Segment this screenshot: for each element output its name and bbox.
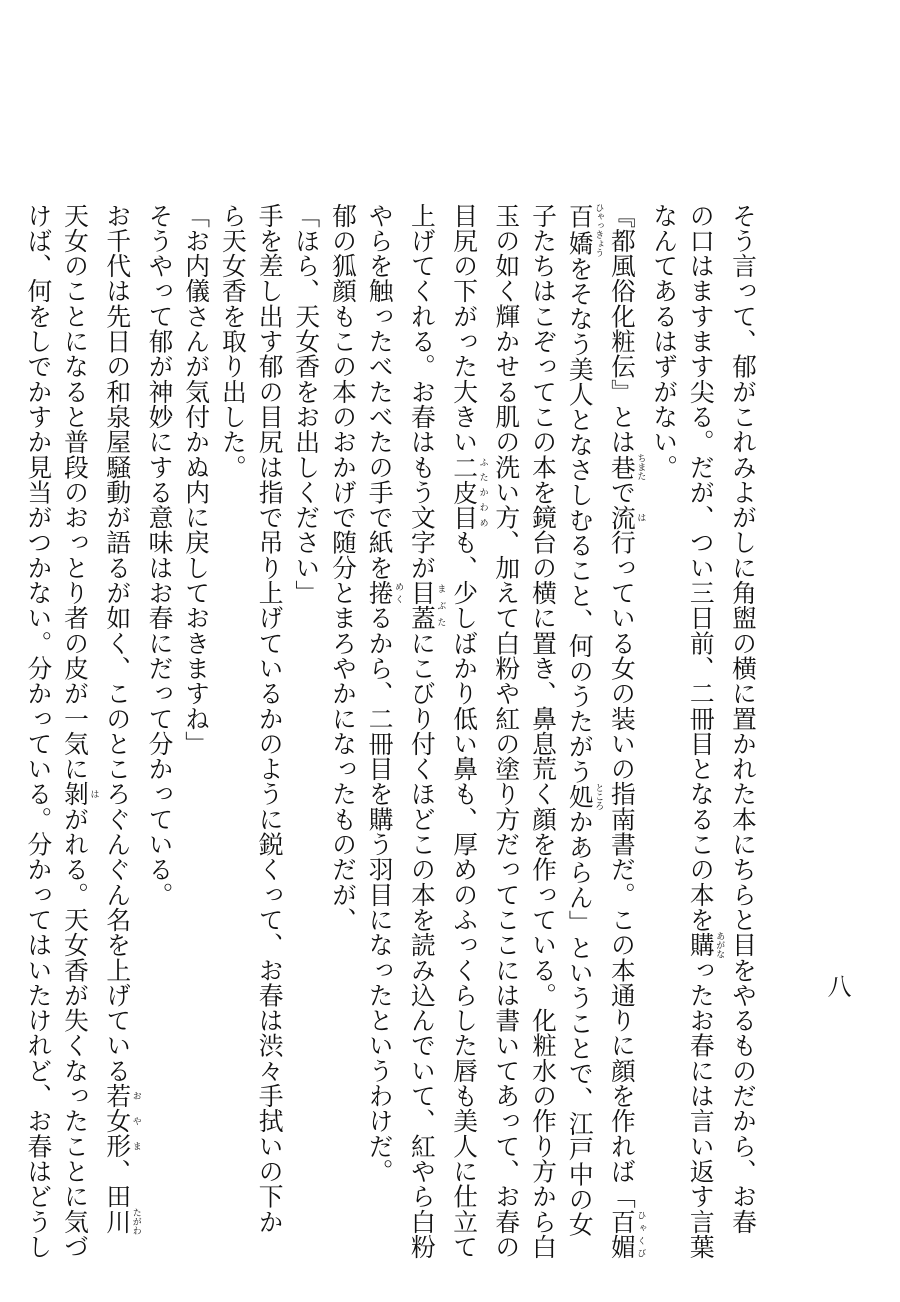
text-segment: で xyxy=(607,479,637,505)
text-line xyxy=(403,203,446,1260)
ruby-base: 若女形 xyxy=(103,1083,133,1159)
text-segment: お千代は先日の和泉屋騒動が語るが如く、このところぐんぐん名を上げている xyxy=(103,203,133,1084)
text-line xyxy=(524,203,561,1260)
text-segment: 「ほら、天女香をお出しください」 xyxy=(292,203,322,606)
page-number: 八 xyxy=(823,974,851,998)
ruby-reading: ひゃっきょう xyxy=(593,203,604,257)
vertical-text-body xyxy=(24,203,761,1260)
text-segment: ったお春には言い返す言葉 xyxy=(686,957,716,1260)
ruby-word xyxy=(61,781,99,807)
text-segment: やらを触ったべたべたの手で紙を xyxy=(365,203,395,581)
ruby-word xyxy=(450,454,488,530)
ruby-reading: は xyxy=(88,781,99,807)
text-segment: 玉の如く輝かせる肌の洗い方、加えて白粉や紅の塗り方だってここには書いてあって、お春の xyxy=(492,203,522,1260)
text-segment: 上げてくれる。お春はもう文字が xyxy=(407,203,437,581)
ruby-base: 剝 xyxy=(61,781,91,807)
ruby-base: 購 xyxy=(686,931,716,959)
ruby-word xyxy=(607,1209,646,1260)
text-segment: 「お内儀さんが気付かぬ内に戻しておきますね」 xyxy=(182,203,212,757)
text-segment: るから、二冊目を購う羽目になったというわけだ。 xyxy=(365,605,395,1184)
text-segment: ら天女香を取り出した。 xyxy=(218,203,248,480)
text-segment: がれる。天女香が失くなったことに気づ xyxy=(61,806,91,1260)
ruby-reading: まぶた xyxy=(435,580,446,631)
text-segment: なんてあるはずがない。 xyxy=(650,203,680,480)
ruby-base: 百媚 xyxy=(607,1209,637,1260)
text-line xyxy=(288,203,325,1148)
ruby-reading: ふたかわめ xyxy=(477,454,488,530)
text-line xyxy=(324,203,361,1148)
ruby-reading: たがわ xyxy=(130,1208,141,1236)
text-segment: の口はますます尖る。だが、つい三日前、二冊目となるこの本を xyxy=(686,203,716,933)
ruby-word xyxy=(565,783,604,811)
text-line xyxy=(603,203,646,1260)
text-segment: 目尻の下がった大きい xyxy=(450,203,480,455)
ruby-word xyxy=(607,453,646,481)
ruby-reading: おやま xyxy=(130,1083,141,1159)
ruby-word xyxy=(565,203,604,257)
text-line xyxy=(682,203,725,1260)
text-line xyxy=(141,203,178,1148)
text-segment: かあらん」ということで、江戸中の女 xyxy=(565,809,595,1237)
text-segment: 『都風俗化粧伝』とは xyxy=(607,203,637,455)
text-segment: にこびり付くほどこの本を読み込んでいて、紅やら白粉 xyxy=(407,630,437,1260)
ruby-word xyxy=(407,580,446,631)
text-segment: 天女のことになると普段のおっとり者の皮が一気に xyxy=(61,203,91,782)
text-line xyxy=(445,203,488,1260)
ruby-word xyxy=(686,931,725,959)
text-line xyxy=(99,203,141,1236)
text-line xyxy=(214,203,251,1148)
ruby-base: 百嬌 xyxy=(565,203,595,257)
ruby-word xyxy=(103,1083,141,1159)
ruby-reading: ところ xyxy=(593,783,604,811)
ruby-word xyxy=(103,1208,141,1236)
text-segment: 手を差し出す郁の目尻は指で吊り上げているかのように鋭くって、お春は渋々手拭いの下か xyxy=(255,203,285,1235)
ruby-base: 捲 xyxy=(365,580,395,606)
text-segment: 郁の狐顔もこの本のおかげで随分とまろやかになったものだが、 xyxy=(328,203,358,933)
text-line xyxy=(561,203,604,1237)
text-line xyxy=(724,203,761,1235)
text-segment: 、田 xyxy=(103,1158,133,1210)
ruby-word xyxy=(607,504,646,530)
ruby-reading: あがな xyxy=(714,931,725,959)
ruby-reading: ひゃくび xyxy=(635,1209,646,1260)
text-line xyxy=(56,203,99,1260)
text-segment: をそなう美人となさしむること、何のうたがう xyxy=(565,256,595,785)
text-line xyxy=(488,203,525,1260)
text-line xyxy=(645,203,682,1148)
text-line xyxy=(177,203,214,1148)
ruby-reading: は xyxy=(635,504,646,530)
ruby-base: 川 xyxy=(103,1208,133,1236)
text-line xyxy=(251,203,288,1235)
text-segment: けば、何をしでかすか見当がつかない。分かっている。分かってはいたけれど、お春はどうし xyxy=(24,203,54,1260)
text-segment: そうやって郁が神妙にする意味はお春にだって分かっている。 xyxy=(145,203,175,908)
ruby-reading: ちまた xyxy=(635,453,646,481)
ruby-base: 流 xyxy=(607,504,637,530)
ruby-word xyxy=(365,580,404,606)
ruby-base: 二皮目 xyxy=(450,454,480,530)
text-segment: も、少しばかり低い鼻も、厚めのふっくらした唇も美人に仕立て xyxy=(450,529,480,1260)
text-segment: 子たちはこぞってこの本を鏡台の横に置き、鼻息荒く顔を作っている。化粧水の作り方から白 xyxy=(528,203,558,1260)
ruby-reading: めく xyxy=(393,580,404,606)
text-line xyxy=(361,203,404,1184)
text-line xyxy=(20,203,57,1260)
text-segment: 行っている女の装いの指南書だ。この本通りに顔を作れば「 xyxy=(607,529,637,1210)
ruby-base: 目蓋 xyxy=(407,580,437,631)
ruby-base: 巷 xyxy=(607,453,637,481)
text-segment: そう言って、郁がこれみよがしに角盥の横に置かれた本にちらと目をやるものだから、お春 xyxy=(729,203,758,1235)
ruby-base: 処 xyxy=(565,783,595,811)
